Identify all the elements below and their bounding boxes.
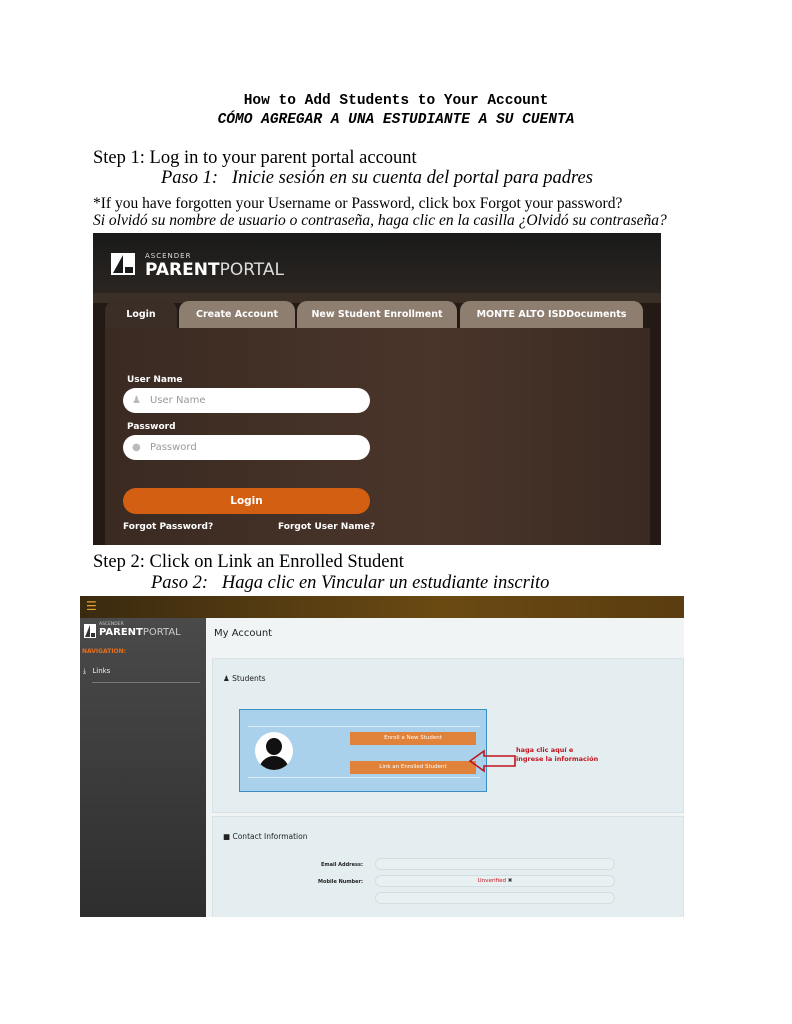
- step-1-heading: Step 1: Log in to your parent portal account: [93, 148, 417, 168]
- forgot-password-link[interactable]: Forgot Password?: [123, 522, 214, 532]
- anchor-icon: ⤓: [83, 667, 87, 675]
- close-icon: ✖: [507, 878, 513, 884]
- forgot-username-link[interactable]: Forgot User Name?: [278, 522, 376, 532]
- sidebar-item-label: Links: [92, 667, 111, 675]
- hamburger-menu-icon[interactable]: ☰: [86, 599, 97, 613]
- tab-documents[interactable]: MONTE ALTO ISDDocuments: [460, 301, 643, 328]
- email-field[interactable]: [375, 858, 615, 870]
- divider: [248, 726, 480, 727]
- top-bar: [80, 596, 684, 618]
- step-1-heading-spanish: Paso 1: Inicie sesión en su cuenta del portal para padres: [161, 168, 593, 188]
- student-box: [239, 709, 487, 792]
- navigation-label: NAVIGATION:: [82, 648, 127, 655]
- login-button[interactable]: Login: [123, 488, 370, 514]
- avatar: [255, 732, 293, 770]
- contact-icon: ■: [223, 832, 231, 841]
- link-enrolled-student-button[interactable]: Link an Enrolled Student: [350, 761, 476, 774]
- tab-login[interactable]: Login: [105, 301, 177, 328]
- enroll-new-student-button[interactable]: Enroll a New Student: [350, 732, 476, 745]
- username-input[interactable]: [123, 388, 370, 413]
- students-card-title: ♟ Students: [223, 674, 266, 683]
- logo-brand-small: ASCENDER: [99, 622, 124, 627]
- password-placeholder: Password: [150, 442, 197, 453]
- callout-line-1: haga clic aquí e: [516, 746, 574, 754]
- divider: [248, 777, 480, 778]
- logo-brand-small: ASCENDER: [145, 252, 192, 260]
- avatar-body: [259, 756, 289, 770]
- username-label: User Name: [127, 375, 183, 385]
- ascender-logo-icon: [84, 624, 96, 638]
- forgot-note: *If you have forgotten your Username or Password, click box Forgot your password?: [93, 195, 623, 212]
- step-2-heading-spanish: Paso 2: Haga clic en Vincular un estudiante inscrito: [151, 573, 550, 593]
- sidebar: [80, 618, 206, 917]
- email-label: Email Address:: [320, 862, 363, 868]
- password-input[interactable]: [123, 435, 370, 460]
- page-title: My Account: [214, 628, 273, 639]
- document-title: How to Add Students to Your Account: [243, 93, 549, 109]
- sidebar-item-links[interactable]: [83, 667, 110, 676]
- account-screenshot: [80, 596, 684, 917]
- forgot-note-spanish: Si olvidó su nombre de usuario o contraseña, haga clic en la casilla ¿Olvidó su contraseña?: [93, 212, 667, 229]
- step-2-heading: Step 2: Click on Link an Enrolled Student: [93, 552, 404, 572]
- login-screenshot: [93, 233, 661, 545]
- document-title-spanish: CÓMO AGREGAR A UNA ESTUDIANTE A SU CUENTA: [217, 112, 575, 128]
- tab-create-account[interactable]: Create Account: [179, 301, 295, 328]
- avatar-head: [266, 738, 282, 755]
- username-placeholder: User Name: [150, 395, 206, 406]
- tab-new-student-enrollment[interactable]: New Student Enrollment: [297, 301, 457, 328]
- nav-divider: [92, 682, 200, 683]
- ascender-logo-icon: [111, 253, 135, 275]
- user-icon: ♟: [132, 395, 141, 406]
- extra-field[interactable]: [375, 892, 615, 904]
- contact-card-title: ■ Contact Information: [223, 832, 308, 841]
- portal-header: [93, 233, 661, 293]
- password-label: Password: [127, 422, 176, 432]
- users-icon: ♟: [223, 674, 230, 683]
- callout-line-2: ingrese la información: [516, 755, 599, 763]
- main-content: [206, 618, 684, 917]
- mobile-status: Unverified: [477, 878, 506, 884]
- lock-icon: ●: [132, 442, 141, 453]
- red-arrow-icon: [468, 748, 518, 774]
- portal-logo-text: PARENTPORTAL: [145, 260, 284, 280]
- mobile-field[interactable]: [375, 875, 615, 887]
- mobile-label: Mobile Number:: [318, 879, 363, 885]
- portal-logo-text: PARENTPORTAL: [99, 627, 181, 638]
